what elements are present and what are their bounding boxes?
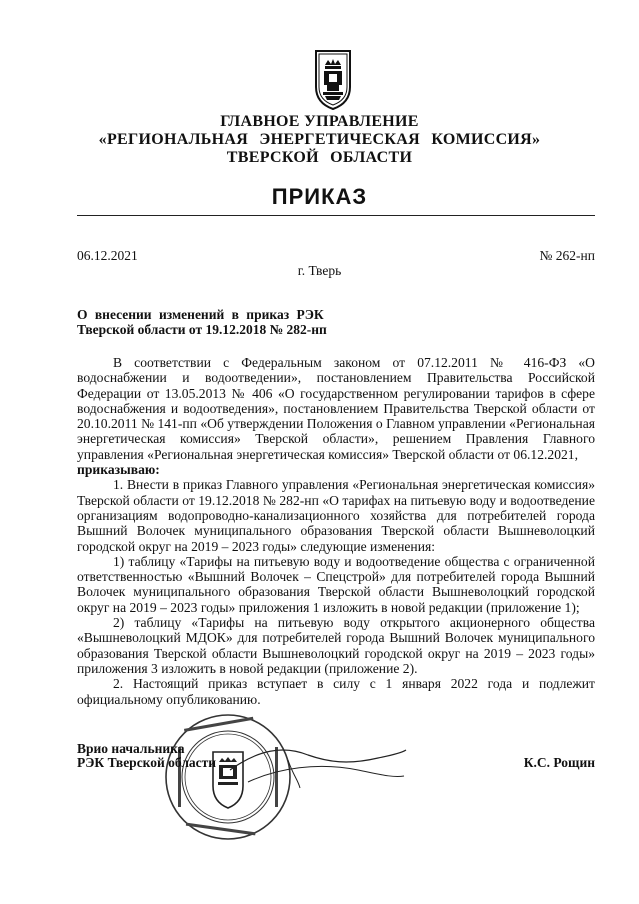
document-title: ПРИКАЗ [271,184,368,209]
document-number: № 262-нп [539,248,595,263]
item-2-paragraph: 2. Настоящий приказ вступает в силу с 1 января 2022 года и подлежит официальному опубликованию. [77,676,595,707]
tver-coat-of-arms-icon [313,47,353,111]
signatory-position-line-2: РЭК Тверской области [77,755,217,770]
item-1-2-paragraph: 2) таблицу «Тарифы на питьевую воду открытого акционерного общества «Вышневолоцкий МДОК» для потребителей города Вышний Волочек муниципального образования Тверской области Вышневолоцкий городской округ на 2019 – 2023 годы» приложения 3 изложить в новой редакции (приложение 2). [77,615,595,676]
header-line-1: ГЛАВНОЕ УПРАВЛЕНИЕ [220,113,419,130]
signatory-position-line-1: Врио начальника [77,741,185,756]
preamble-paragraph: В соответствии с Федеральным законом от 07.12.2011 № 416-ФЗ «О водоснабжении и водоотведении», постановлением Правительства Российской Федерации от 13.05.2013 № 406 «О государственном регулировании тарифов в сфере водоснабжения и водоотведения», постановлением Правительства Тверской области от 20.10.2011 № 141-пп «Об утверждении Положения о Главном управлении «Региональная энергетическая комиссия» Тверской области», решением Правления Главного управления «Региональная энергетическая комиссия» Тверской области от 06.12.2021, [77,355,595,462]
order-word: приказываю: [77,462,160,478]
document-body [77,355,595,707]
document-city: г. Тверь [297,263,342,278]
header-line-3: ТВЕРСКОЙ ОБЛАСТИ [226,149,413,166]
signatory-name: К.С. Рощин [523,755,595,770]
subject-line-1: О внесении изменений в приказ РЭК [77,307,324,322]
subject-line-2: Тверской области от 19.12.2018 № 282-нп [77,322,327,337]
item-1-paragraph: 1. Внести в приказ Главного управления «Региональная энергетическая комиссия» Тверской области от 19.12.2018 № 282-нп «О тарифах на питьевую воду и водоотведение организациям водопроводно-канализационного хозяйства для потребителей города Вышний Волочек муниципального образования Тверской области Вышневолоцкий городской округ на 2019 – 2023 годы» следующие изменения: [77,477,595,554]
item-1-1-paragraph: 1) таблицу «Тарифы на питьевую воду и водоотведение общества с ограниченной ответственностью «Вышний Волочек – Спецстрой» для потребителей города Вышний Волочек муниципального образования Тверской области Вышневолоцкий городской округ на 2019 – 2023 годы» приложения 1 изложить в новой редакции (приложение 1); [77,553,595,615]
header-divider [77,215,595,216]
header-line-2: «РЕГИОНАЛЬНАЯ ЭНЕРГЕТИЧЕСКАЯ КОМИССИЯ» [98,131,541,148]
handwritten-signature-icon [228,740,408,795]
document-date: 06.12.2021 [77,248,138,263]
